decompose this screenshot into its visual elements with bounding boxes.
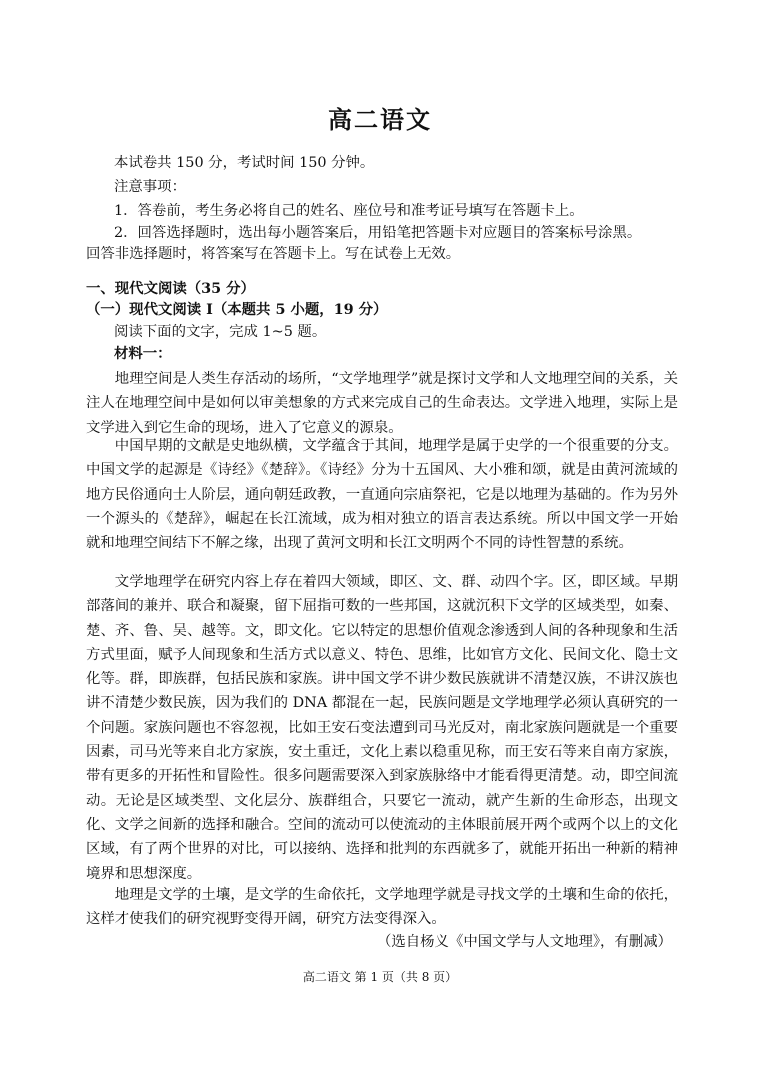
paragraph-3: 文学地理学在研究内容上存在着四大领域，即区、文、群、动四个字。区，即区域。早期部落间的兼并、联合和凝聚，留下屈指可数的一些邦国，这就沉积下文学的区域类型，如秦、楚、齐、鲁、吴、越等。文，即文化。它以特定的思想价值观念渗透到人间的各种现象和生活方式里面，赋予人间现象和生活方式以意义、特色、思维，比如官方文化、民间文化、隐士文化等。群，即族群，包括民族和家族。讲中国文学不讲少数民族就讲不清楚汉族，不讲汉族也讲不清楚少数民族，因为我们的 DNA 都混在一起，民族问题是文学地理学必须认真研究的一个问题。家族问题也不容忽视，比如王安石变法遭到司马光反对，南北家族问题就是一个重要因素，司马光等来自北方家族，安土重迁，文化上素以稳重见称，而王安石等来自南方家族，带有更多的开拓性和冒险性。很多问题需要深入到家族脉络中才能看得更清楚。动，即空间流动。无论是区域类型、文化层分、族群组合，只要它一流动，就产生新的生命形态，出现文化、文学之间新的选择和融合。空间的流动可以使流动的主体眼前展开两个或两个以上的文化区域，有了两个世界的对比，可以接纳、选择和批判的东西就多了，就能开拓出一种新的精神境界和思想深度。 <box>86 574 678 882</box>
paragraph-4: 地理是文学的土壤，是文学的生命依托，文学地理学就是寻找文学的土壤和生命的依托，这样才使我们的研究视野变得开阔，研究方法变得深入。 <box>86 887 678 928</box>
paragraph-1: 地理空间是人类生存活动的场所，“文学地理学”就是探讨文学和人文地理空间的关系，关注人在地理空间中是如何以审美想象的方式来完成自己的生命表达。文学进入地理，实际上是文学进入到它生命的现场，进入了它意义的源泉。 <box>86 371 678 436</box>
notice-item-2: 2．回答选择题时，选出每小题答案后，用铅笔把答题卡对应题目的答案标号涂黑。 <box>114 225 642 241</box>
reading-instruction: 阅读下面的文字，完成 1~5 题。 <box>114 324 327 340</box>
subsection-heading: （一）现代文阅读 I（本题共 5 小题，19 分） <box>86 301 388 318</box>
notice-item-1: 1．答卷前，考生务必将自己的姓名、座位号和准考证号填写在答题卡上。 <box>114 203 584 219</box>
exam-info: 本试卷共 150 分，考试时间 150 分钟。 <box>114 155 375 171</box>
page-footer: 高二语文 第 1 页（共 8 页） <box>302 970 458 984</box>
notice-heading: 注意事项： <box>114 179 186 195</box>
paragraph-2: 中国早期的文献是史地纵横，文学蕴含于其间，地理学是属于史学的一个很重要的分支。中国文学的起源是《诗经》《楚辞》。《诗经》分为十五国风、大小雅和颂，就是由黄河流域的地方民俗通向士人阶层，通向朝廷政教，一直通向宗庙祭祀，它是以地理为基础的。作为另外一个源头的《楚辞》，崛起在长江流域，成为相对独立的语言表达系统。所以中国文学一开始就和地理空间结下不解之缘，出现了黄河文明和长江文明两个不同的诗性智慧的系统。 <box>86 438 678 552</box>
section-heading: 一、现代文阅读（35 分） <box>86 280 255 297</box>
material-label: 材料一： <box>114 345 172 362</box>
notice-item-2-cont: 回答非选择题时，将答案写在答题卡上。写在试卷上无效。 <box>86 246 461 262</box>
page-title: 高二语文 <box>328 105 432 134</box>
source-citation: （选自杨义《中国文学与人文地理》，有删减） <box>376 934 672 950</box>
